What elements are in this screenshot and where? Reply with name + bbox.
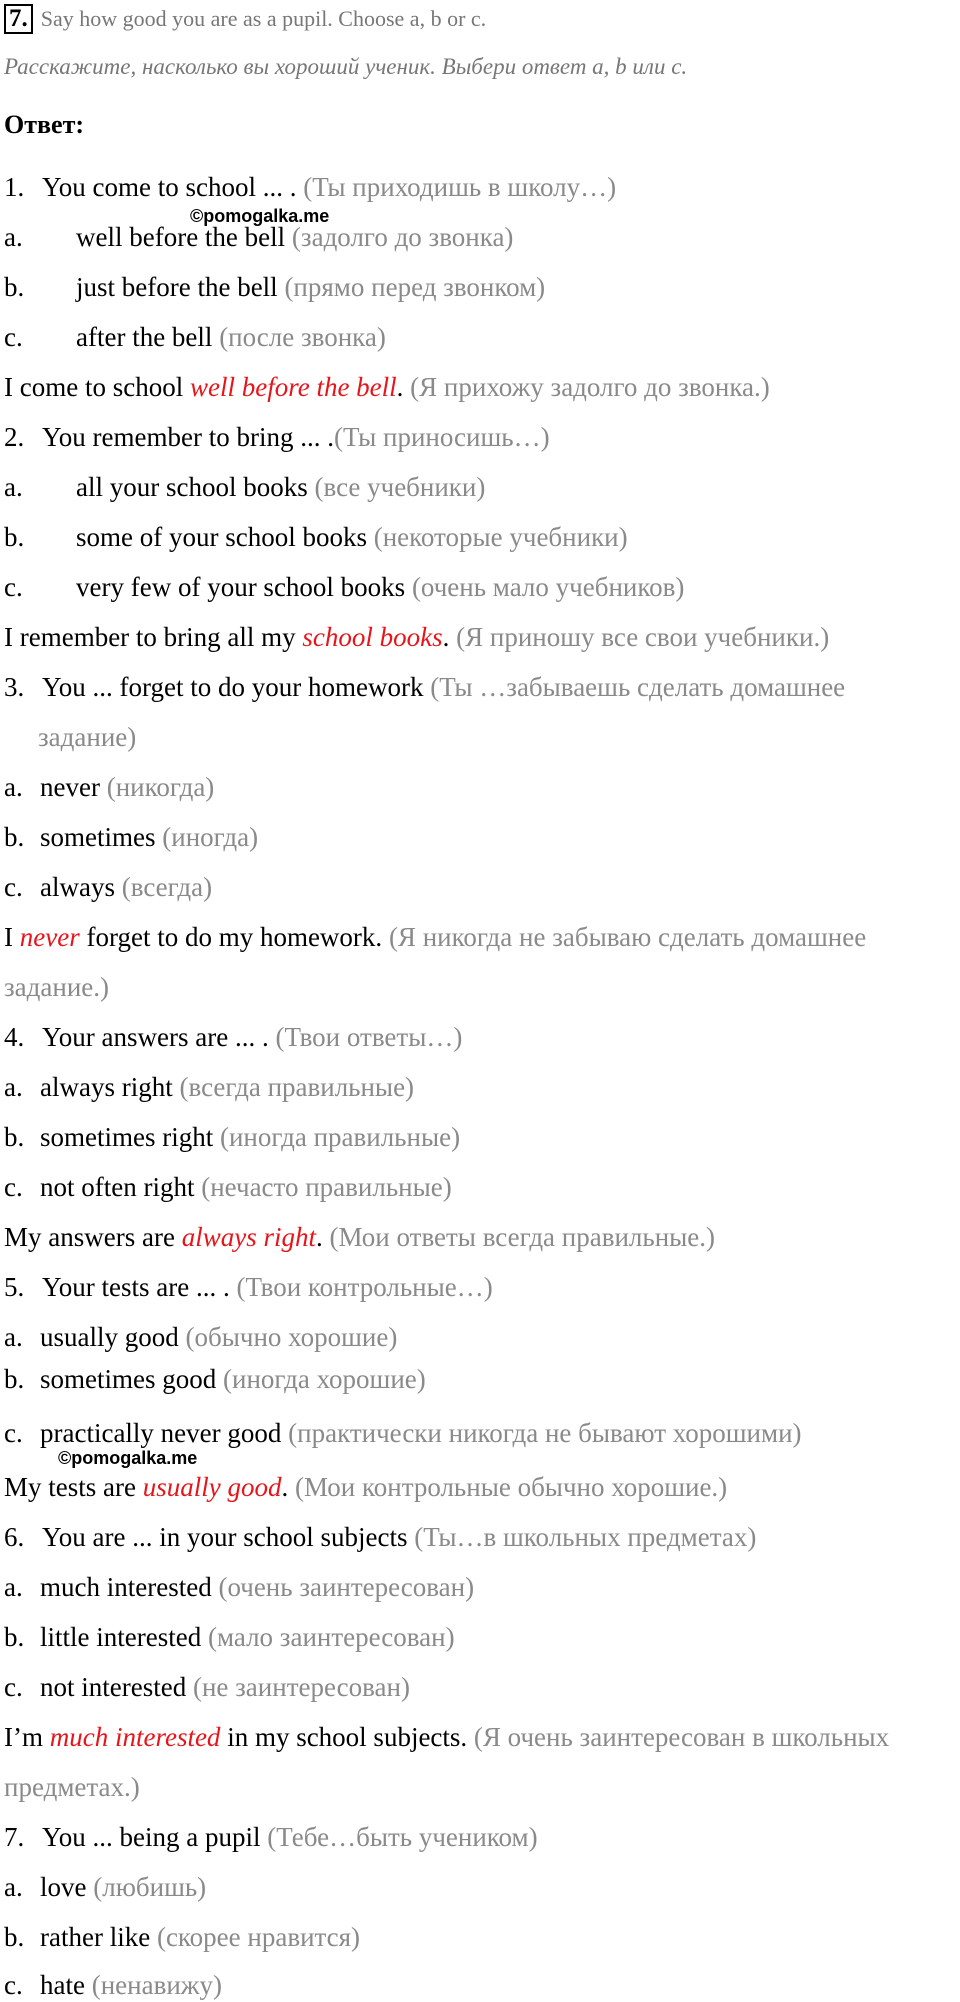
- watermark: ©pomogalka.me: [190, 206, 330, 226]
- question-2: 2. You remember to bring ... .(Ты приносишь…): [4, 422, 550, 452]
- q4-option-c: c. not often right (нечасто правильные): [4, 1172, 452, 1202]
- q2-option-a: a. all your school books (все учебники): [4, 472, 486, 502]
- q4-option-b: b. sometimes right (иногда правильные): [4, 1122, 461, 1152]
- q5-option-a: a. usually good (обычно хорошие): [4, 1322, 398, 1352]
- q3-option-b: b. sometimes (иногда): [4, 822, 259, 852]
- q4-answer: My answers are always right. (Мои ответы всегда правильные.): [4, 1222, 716, 1252]
- q3-option-a: a. never (никогда): [4, 772, 215, 802]
- q1-option-a: a. well before the bell (задолго до звонка): [4, 222, 514, 252]
- task-instruction-ru: Расскажите, насколько вы хороший ученик. Выбери ответ a, b или c.: [4, 54, 688, 79]
- question-3-continued: задание): [38, 722, 137, 752]
- q5-option-c: c. practically never good (практически никогда не бывают хорошими): [4, 1418, 802, 1448]
- q2-option-c: c. very few of your school books (очень мало учебников): [4, 572, 685, 602]
- q3-option-c: c. always (всегда): [4, 872, 213, 902]
- q4-option-a: a. always right (всегда правильные): [4, 1072, 415, 1102]
- question-4: 4. Your answers are ... . (Твои ответы…): [4, 1022, 463, 1052]
- question-1: 1. You come to school ... . (Ты приходишь в школу…): [4, 172, 617, 202]
- q3-answer-continued: задание.): [4, 972, 109, 1002]
- task-number: 7.: [4, 4, 33, 34]
- q1-answer: I come to school well before the bell. (Я прихожу задолго до звонка.): [4, 372, 770, 402]
- question-7: 7. You ... being a pupil (Тебе…быть учеником): [4, 1822, 538, 1852]
- question-6: 6. You are ... in your school subjects (Ты…в школьных предметах): [4, 1522, 757, 1552]
- q6-option-a: a. much interested (очень заинтересован): [4, 1572, 475, 1602]
- q3-answer: I never forget to do my homework. (Я никогда не забываю сделать домашнее: [4, 922, 867, 952]
- q1-option-b: b. just before the bell (прямо перед звонком): [4, 272, 546, 302]
- q6-option-b: b. little interested (мало заинтересован): [4, 1622, 455, 1652]
- q6-answer-continued: предметах.): [4, 1772, 140, 1802]
- q7-option-c: c. hate (ненавижу): [4, 1970, 222, 2000]
- watermark: ©pomogalka.me: [58, 1448, 198, 1468]
- q5-option-b: b. sometimes good (иногда хорошие): [4, 1364, 426, 1394]
- q2-option-b: b. some of your school books (некоторые учебники): [4, 522, 628, 552]
- q1-option-c: c. after the bell (после звонка): [4, 322, 386, 352]
- q2-answer: I remember to bring all my school books. (Я приношу все свои учебники.): [4, 622, 830, 652]
- q6-answer: I’m much interested in my school subjects. (Я очень заинтересован в школьных: [4, 1722, 890, 1752]
- question-3: 3. You ... forget to do your homework (Ты …забываешь сделать домашнее: [4, 672, 846, 702]
- answer-label: Ответ:: [4, 110, 85, 139]
- task-instruction-en: Say how good you are as a pupil. Choose a, b or c.: [40, 6, 487, 31]
- q5-answer: My tests are usually good. (Мои контрольные обычно хорошие.): [4, 1472, 728, 1502]
- q6-option-c: c. not interested (не заинтересован): [4, 1672, 410, 1702]
- q7-option-a: a. love (любишь): [4, 1872, 207, 1902]
- task-header: [4, 4, 486, 34]
- q7-option-b: b. rather like (скорее нравится): [4, 1922, 361, 1952]
- question-5: 5. Your tests are ... . (Твои контрольные…): [4, 1272, 493, 1302]
